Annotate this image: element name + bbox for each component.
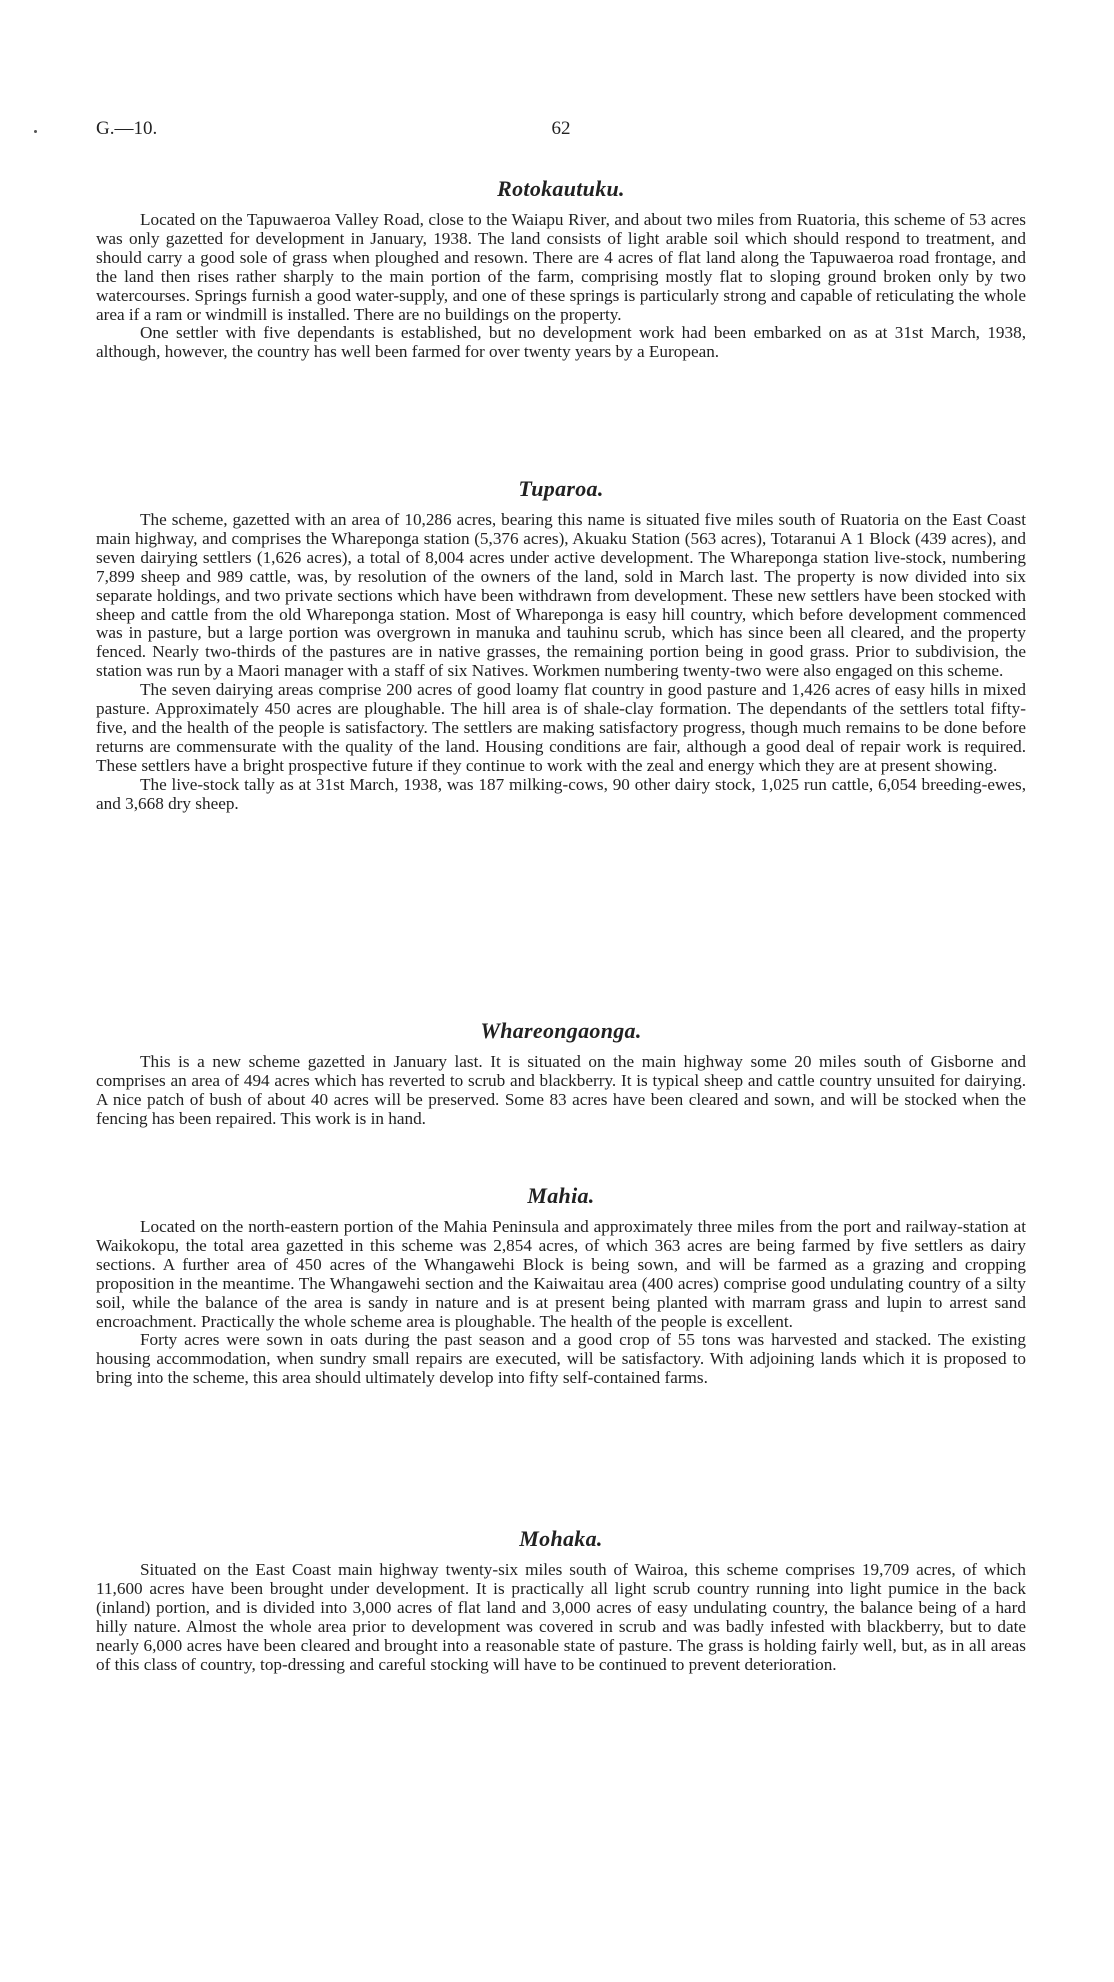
page-number: 62 (551, 118, 571, 139)
section-title: Mohaka. (519, 1526, 603, 1551)
paragraph: The scheme, gazetted with an area of 10,286 acres, bearing this name is situated five miles south of Ruatoria on the East Coast main highway, and comprises the Whareponga station (5,376 acres), Akuaku Station (563 acres), Totaranui A 1 Block (439 acres), and seven dairying settlers (1,626 acres), a total of 8,004 acres under active development. The Whareponga station live-stock, numbering 7,899 sheep and 989 cattle, was, by resolution of the owners of the land, sold in March last. The property is now divided into six separate holdings, and two private sections which have been withdrawn from development. These new settlers have been stocked with sheep and cattle from the old Whareponga station. Most of Whareponga is easy hill country, which before development commenced was in pasture, but a large portion was overgrown in manuka and tauhinu scrub, which has since been all cleared, and the property fenced. Nearly two-thirds of the pastures are in native grasses, the remaining portion being in good grass. Prior to subdivision, the station was run by a Maori manager with a staff of six Natives. Workmen numbering twenty-two were also engaged on this scheme. (96, 510, 1026, 681)
section-mahia (96, 1183, 1026, 1388)
section-tuparoa (96, 476, 1026, 814)
section-title: Rotokautuku. (497, 176, 625, 201)
section-title: Whareongaonga. (480, 1018, 642, 1043)
section-mohaka (96, 1526, 1026, 1674)
paragraph: This is a new scheme gazetted in January last. It is situated on the main highway some 20 miles south of Gisborne and comprises an area of 494 acres which has reverted to scrub and blackberry. It is typical sheep and cattle country unsuited for dairying. A nice patch of bush of about 40 acres will be preserved. Some 83 acres have been cleared and sown, and will be stocked when the fencing has been repaired. This work is in hand. (96, 1052, 1026, 1128)
section-title: Mahia. (527, 1183, 595, 1208)
page-header (96, 118, 1026, 146)
paragraph: The seven dairying areas comprise 200 acres of good loamy flat country in good pasture and 1,426 acres of easy hills in mixed pasture. Approximately 450 acres are ploughable. The hill area is of shale-clay formation. The dependants of the settlers total fifty-five, and the health of the people is satisfactory. The settlers are making satisfactory progress, though much remains to be done before returns are commensurate with the quality of the land. Housing conditions are fair, although a good deal of repair work is required. These settlers have a bright prospective future if they continue to work with the zeal and energy which they are at present showing. (96, 680, 1026, 775)
document-reference: G.—10. (96, 118, 158, 139)
section-title: Tuparoa. (518, 476, 604, 501)
paragraph: The live-stock tally as at 31st March, 1938, was 187 milking-cows, 90 other dairy stock, 1,025 run cattle, 6,054 breeding-ewes, and 3,668 dry sheep. (96, 774, 1026, 813)
paragraph: Located on the north-eastern portion of the Mahia Peninsula and approximately three miles from the port and railway-station at Waikokopu, the total area gazetted in this scheme was 2,854 acres, of which 363 acres are being farmed by five settlers as dairy sections. A further area of 450 acres of the Whangawehi Block is being sown, and will be farmed as a grazing and cropping proposition in the meantime. The Whangawehi section and the Kaiwaitau area (400 acres) comprise good undulating country of a silty soil, while the balance of the area is sandy in nature and is at present being planted with marram grass and lupin to arrest sand encroachment. Practically the whole scheme area is ploughable. The health of the people is excellent. (96, 1217, 1026, 1331)
section-rotokautuku (96, 176, 1026, 362)
paragraph: Forty acres were sown in oats during the past season and a good crop of 55 tons was harvested and stacked. The existing housing accommodation, when sundry small repairs are executed, will be satisfactory. With adjoining lands which it is proposed to bring into the scheme, this area should ultimately develop into fifty self-contained farms. (96, 1330, 1026, 1388)
paragraph: Situated on the East Coast main highway twenty-six miles south of Wairoa, this scheme comprises 19,709 acres, of which 11,600 acres have been brought under development. It is practically all light scrub country running into light pumice in the back (inland) portion, and is divided into 3,000 acres of flat land and 3,000 acres of easy undulating country, the balance being of a hard hilly nature. Almost the whole area prior to development was covered in scrub and was badly infested with blackberry, but to date nearly 6,000 acres have been cleared and brought into a reasonable state of pasture. The grass is holding fairly well, but, as in all areas of this class of country, top-dressing and careful stocking will have to be continued to prevent deterioration. (96, 1560, 1026, 1674)
paragraph: One settler with five dependants is established, but no development work had been embarked on as at 31st March, 1938, although, however, the country has well been farmed for over twenty years by a European. (96, 323, 1026, 362)
margin-mark (34, 130, 37, 133)
paragraph: Located on the Tapuwaeroa Valley Road, close to the Waiapu River, and about two miles from Ruatoria, this scheme of 53 acres was only gazetted for development in January, 1938. The land consists of light arable soil which should respond to treatment, and should carry a good sole of grass when ploughed and resown. There are 4 acres of flat land along the Tapuwaeroa road frontage, and the land then rises rather sharply to the main portion of the farm, comprising mostly flat to sloping ground broken only by two watercourses. Springs furnish a good water-supply, and one of these springs is particularly strong and capable of reticulating the whole area if a ram or windmill is installed. There are no buildings on the property. (96, 210, 1026, 324)
section-whareongaonga (96, 1018, 1026, 1129)
